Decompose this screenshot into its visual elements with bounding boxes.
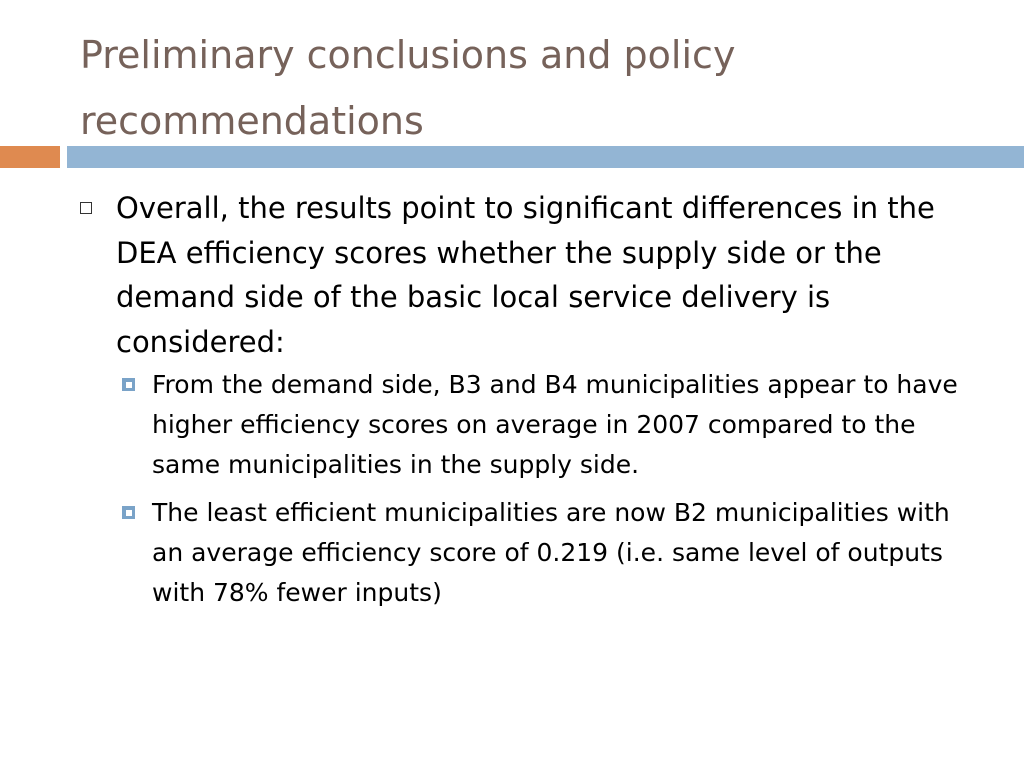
sub-bullet-text: The least efficient municipalities are now B2 municipalities with an average efficiency score of 0.219 (i.e. same level of outputs with 78% fewer inputs) [152, 498, 950, 607]
sub-bullet-text: From the demand side, B3 and B4 municipalities appear to have higher efficiency scores on average in 2007 compared to the same municipalities in the supply side. [152, 370, 958, 479]
sub-bullet-item [116, 493, 980, 613]
hollow-square-bullet-icon [80, 202, 92, 214]
slide-content [80, 186, 980, 621]
sub-bullet-item [116, 365, 980, 485]
slide-title: Preliminary conclusions and policy recommendations [80, 33, 736, 143]
bullet-text: Overall, the results point to significant differences in the DEA efficiency scores whether the supply side or the demand side of the basic local service delivery is considered: [116, 191, 935, 359]
accent-bar-blue [67, 146, 1024, 168]
accent-bar-orange [0, 146, 60, 168]
bullet-item [80, 186, 980, 364]
blue-square-bullet-icon [122, 506, 135, 519]
blue-square-bullet-icon [122, 378, 135, 391]
sub-bullet-list [80, 365, 980, 613]
